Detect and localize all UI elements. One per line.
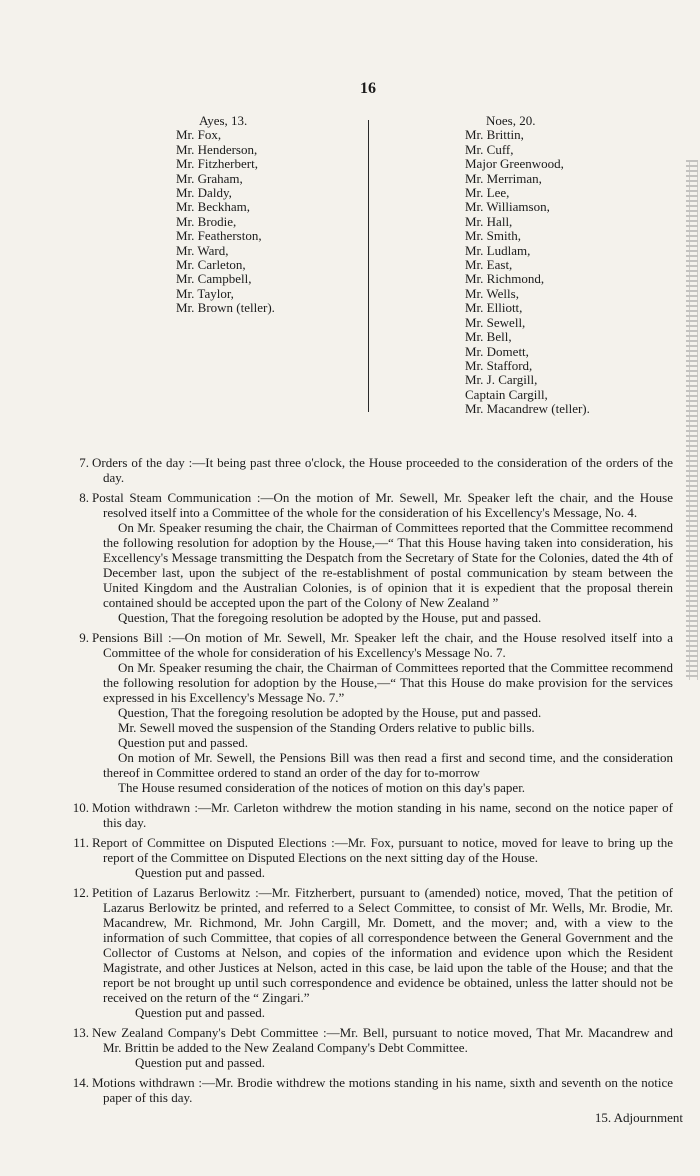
entry-paragraph: On Mr. Speaker resuming the chair, the Chairman of Committees reported that the Committee recommend the following resolution for adoption by the House,—“ That this House do make provision for the services expressed in his Excellency's Message No. 7.” bbox=[103, 660, 673, 705]
entry-lead bbox=[72, 1075, 673, 1105]
noes-member: Mr. Merriman, bbox=[465, 170, 542, 186]
noes-member: Mr. Domett, bbox=[465, 343, 529, 359]
minute-entry bbox=[77, 490, 673, 625]
entry-text: Orders of the day :—It being past three o'clock, the House proceeded to the consideration of the orders of the day. bbox=[92, 455, 673, 485]
question-line: Question put and passed. bbox=[135, 1055, 265, 1070]
entry-number: 10. bbox=[72, 800, 89, 815]
entry-lead bbox=[77, 630, 673, 660]
ayes-member: Mr. Daldy, bbox=[176, 185, 232, 201]
entry-paragraph: Question put and passed. bbox=[118, 735, 248, 750]
entry-lead bbox=[72, 885, 673, 1005]
division-divider bbox=[368, 120, 369, 412]
entry-paragraph: Mr. Sewell moved the suspension of the Standing Orders relative to public bills. bbox=[118, 720, 535, 735]
noes-member: Mr. East, bbox=[465, 257, 513, 273]
minute-entry bbox=[72, 1025, 673, 1070]
noes-member: Mr. Ludlam, bbox=[465, 242, 531, 258]
noes-member: Mr. Stafford, bbox=[465, 357, 533, 373]
noes-member: Mr. Smith, bbox=[465, 228, 521, 244]
ayes-members bbox=[176, 128, 356, 315]
entry-paragraph: Question, That the foregoing resolution be adopted by the House, put and passed. bbox=[118, 705, 542, 720]
minute-entry bbox=[77, 630, 673, 795]
noes-member: Mr. Sewell, bbox=[465, 314, 526, 330]
entry-text: Motions withdrawn :—Mr. Brodie withdrew the motions standing in his name, sixth and seventh on the notice paper of this day. bbox=[92, 1075, 673, 1105]
entry-text: Pensions Bill :—On motion of Mr. Sewell, Mr. Speaker left the chair, and the House resolved itself into a Committee of the whole for consideration of his Excellency's Message No. 7. bbox=[92, 630, 673, 660]
noes-member: Mr. Hall, bbox=[465, 213, 513, 229]
entry-number: 9. bbox=[79, 630, 89, 645]
scan-edge-artifact bbox=[686, 160, 698, 680]
noes-member: Mr. Elliott, bbox=[465, 300, 523, 316]
entry-text: New Zealand Company's Debt Committee :—Mr. Bell, pursuant to notice moved, That Mr. Macandrew and Mr. Brittin be added to the New Zealand Company's Debt Committee. bbox=[92, 1025, 673, 1055]
page-number: 16 bbox=[360, 80, 376, 97]
minutes-body bbox=[72, 455, 683, 1125]
minute-entry bbox=[72, 1075, 673, 1105]
noes-member: Captain Cargill, bbox=[465, 386, 548, 402]
entry-lead bbox=[77, 455, 673, 485]
ayes-member: Mr. Ward, bbox=[176, 242, 229, 258]
ayes-member: Mr. Campbell, bbox=[176, 271, 252, 287]
noes-member: Mr. Richmond, bbox=[465, 271, 545, 287]
noes-member: Mr. Lee, bbox=[465, 185, 510, 201]
ayes-heading: Ayes, 13. bbox=[199, 113, 248, 128]
noes-members bbox=[465, 128, 680, 416]
noes-member: Mr. Williamson, bbox=[465, 199, 550, 215]
ayes-member: Mr. Carleton, bbox=[176, 257, 246, 273]
entry-number: 11. bbox=[73, 835, 89, 850]
noes-column bbox=[465, 114, 680, 417]
entry-lead bbox=[77, 490, 673, 520]
entry-lead bbox=[72, 800, 673, 830]
noes-heading: Noes, 20. bbox=[486, 113, 536, 128]
entry-paragraph: On Mr. Speaker resuming the chair, the Chairman of Committees reported that the Committee recommend the following resolution for adoption by the House,—“ That this House having taken into consideration, his Excellency's Message transmitting the Despatch from the Secretary of State for the Colonies, dated the 4th of December last, upon the subject of the re-establishment of postal communication by steam between the United Kingdom and the Australian Colonies, is of opinion that it is expedient that the proposal therein contained should be accepted upon the part of the Colony of New Zealand ” bbox=[103, 520, 673, 610]
entry-number: 7. bbox=[79, 455, 89, 470]
entry-paragraph: Question, That the foregoing resolution be adopted by the House, put and passed. bbox=[118, 610, 542, 625]
noes-member: Mr. Bell, bbox=[465, 329, 512, 345]
noes-member: Major Greenwood, bbox=[465, 156, 564, 172]
entry-number: 12. bbox=[72, 885, 89, 900]
entry-lead bbox=[72, 1025, 673, 1055]
division-list bbox=[0, 114, 700, 426]
question-line: Question put and passed. bbox=[135, 865, 265, 880]
entry-number: 8. bbox=[79, 490, 89, 505]
entry-text: Motion withdrawn :—Mr. Carleton withdrew the motion standing in his name, second on the notice paper of this day. bbox=[92, 800, 673, 830]
entry-text: Petition of Lazarus Berlowitz :—Mr. Fitzherbert, pursuant to (amended) notice, moved, That the petition of Lazarus Berlowitz be printed, and referred to a Select Committee, to consist of Mr. Wells, Mr. Brodie, Mr. Macandrew, Mr. Richmond, Mr. John Cargill, Mr. Domett, and the mover; and, with a view to the information of such Committee, that copies of all correspondence between the General Government and the Collector of Customs at Nelson, and copies of the information and evidence upon which the Resident Magistrate, and other Justices at Nelson, acted in this case, be laid upon the table of the House; and that the report be not brought up until such correspondence and evidence be obtained, unless the latter should not be received on the return of the “ Zingari.” bbox=[92, 885, 673, 1005]
ayes-member: Mr. Fitzherbert, bbox=[176, 156, 258, 172]
ayes-member: Mr. Henderson, bbox=[176, 141, 258, 157]
ayes-member: Mr. Brodie, bbox=[176, 213, 237, 229]
noes-member: Mr. Cuff, bbox=[465, 141, 514, 157]
noes-member: Mr. Wells, bbox=[465, 285, 519, 301]
minute-entry bbox=[77, 455, 673, 485]
minute-entries bbox=[72, 455, 673, 1105]
ayes-member: Mr. Beckham, bbox=[176, 199, 251, 215]
minute-entry bbox=[72, 885, 673, 1020]
entry-text: Postal Steam Communication :—On the motion of Mr. Sewell, Mr. Speaker left the chair, and the House resolved itself into a Committee of the whole for the consideration of his Excellency's Message, No. 4. bbox=[92, 490, 673, 520]
ayes-member: Mr. Taylor, bbox=[176, 285, 234, 301]
entry-text: Report of Committee on Disputed Elections :—Mr. Fox, pursuant to notice, moved for leave to bring up the report of the Committee on Disputed Elections on the next sitting day of the House. bbox=[92, 835, 673, 865]
ayes-member: Mr. Featherston, bbox=[176, 228, 262, 244]
ayes-member: Mr. Brown (teller). bbox=[176, 300, 275, 316]
catchword: 15. Adjournment bbox=[594, 1110, 683, 1125]
entry-paragraph: On motion of Mr. Sewell, the Pensions Bill was then read a first and second time, and the consideration thereof in Committee ordered to stand an order of the day for to-morrow bbox=[103, 750, 673, 780]
noes-member: Mr. Brittin, bbox=[465, 127, 524, 143]
noes-member: Mr. J. Cargill, bbox=[465, 372, 538, 388]
minute-entry bbox=[73, 835, 673, 880]
entry-number: 13. bbox=[72, 1025, 89, 1040]
ayes-column bbox=[176, 114, 356, 316]
ayes-member: Mr. Graham, bbox=[176, 170, 243, 186]
minute-entry bbox=[72, 800, 673, 830]
entry-paragraph: The House resumed consideration of the notices of motion on this day's paper. bbox=[118, 780, 526, 795]
entry-lead bbox=[73, 835, 673, 865]
noes-member: Mr. Macandrew (teller). bbox=[465, 401, 590, 417]
entry-number: 14. bbox=[72, 1075, 89, 1090]
ayes-member: Mr. Fox, bbox=[176, 127, 222, 143]
question-line: Question put and passed. bbox=[135, 1005, 265, 1020]
